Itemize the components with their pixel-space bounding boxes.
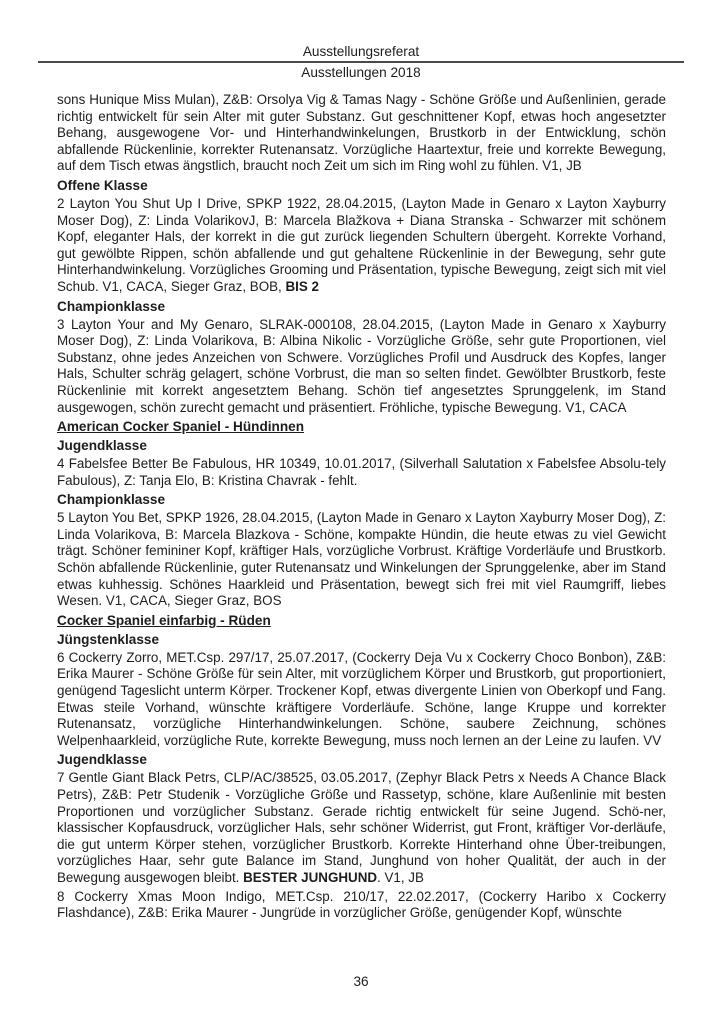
paragraph-text: 4 Fabelsfee Better Be Fabulous, HR 10349, 10.01.2017, (Silverhall Salutation x Fabelsfee Absolu-tely Fabulous), Z: Tanja Elo, B: Kristina Chavrak - fehlt. <box>57 456 666 488</box>
class-heading: Jugendklasse <box>57 752 147 768</box>
paragraph-text: 3 Layton Your and My Genaro, SLRAK-000108, 28.04.2015, (Layton Made in Genaro x Xayburry Moser Dog), Z: Linda Volarikova, B: Albina Nikolic - Vorzügliche Größe, sehr gute Proportionen, viel Substanz, ohne jedes Anzeichen von Schwere. Vorzügliches Profil und Ausdruck des Kopfes, langer Hals, Schulter schräg gelagert, schöne Vorbrust, die man so selten findet. Gewölbter Brustkorb, feste Rückenlinie mit korrekt angesetztem Behang. Schön tief angesetztes Sprunggelenk, im Stand ausgewogen, schön zurecht gemacht und präsentiert. Fröhliche, typische Bewegung. V1, CACA <box>57 316 666 415</box>
entry-paragraph <box>57 196 666 296</box>
paragraph-text: 6 Cockerry Zorro, MET.Csp. 297/17, 25.07.2017, (Cockerry Deja Vu x Cockerry Choco Bonbon), Z&B: Erika Maurer - Schöne Größe für sein Alter, mit vorzüglichem Körper und Brustkorb, gut proportioniert, genügend Tageslicht unterm Körper. Trockener Kopf, etwas divergente Linien von Oberkopf und Fang. Etwas steile Vorhand, wünschte kräftigere Vorderläufe. Schöne, lange Kruppe und korrekter Rutenansatz, vorzügliche Hinterhandwinkelungen. Schöne, saubere Zeichnung, schönes Welpenhaarkleid, vorzügliche Rute, korrekte Bewegung, muss noch lernen an der Leine zu laufen. VV <box>57 649 666 748</box>
header-title: Ausstellungsreferat <box>302 44 420 59</box>
entry-paragraph <box>57 889 666 922</box>
entry-paragraph <box>57 650 666 750</box>
header-subtitle: Ausstellungen 2018 <box>301 65 421 80</box>
breed-heading: American Cocker Spaniel - Hündinnen <box>57 419 305 435</box>
entry-paragraph <box>57 510 666 610</box>
entry-paragraph <box>57 317 666 417</box>
document-body <box>57 92 666 924</box>
paragraph-text: 8 Cockerry Xmas Moon Indigo, MET.Csp. 210/17, 22.02.2017, (Cockerry Haribo x Cockerry Flashdance), Z&B: Erika Maurer - Jungrüde in vorzüglicher Größe, genügender Kopf, wünschte <box>57 888 666 921</box>
class-heading: Jüngstenklasse <box>57 631 159 647</box>
page-footer <box>0 974 722 989</box>
class-heading: Offene Klasse <box>57 177 148 193</box>
class-heading: Championklasse <box>57 298 166 314</box>
paragraph-text: 7 Gentle Giant Black Petrs, CLP/AC/38525, 03.05.2017, (Zephyr Black Petrs x Needs A Chance Black Petrs), Z&B: Petr Studenik - Vorzügliche Größe und Rassetyp, schöne, klare Außenlinie mit besten Proportionen und vorzüglicher Substanz. Gerade richtig entwickelt für seine Jugend. Schö-ner, klassischer Kopfausdruck, vorzüglicher Hals, sehr schöner Widerrist, gut Front, kräftiger Vor-derläufe, die gut unterm Körper stehen, vorzüglicher Brustkorb. Korrekte Hinterhand ohne Über-treibungen, vorzügliches Haar, sehr gute Balance im Stand, Junghund von hoher Qualität, der auch in der Bewegung ausgewogen bleibt. <box>57 770 666 885</box>
class-heading: Championklasse <box>57 492 166 508</box>
paragraph-text: 5 Layton You Bet, SPKP 1926, 28.04.2015, (Layton Made in Genaro x Layton Xayburry Moser Dog), Z: Linda Volarikova, B: Marcela Blazkova - Schöne, kompakte Hündin, die heute etwas zu viel Gewicht trägt. Schöner femininer Kopf, kräftiger Hals, vorzügliche Vorbrust. Kräftige Vorderläufe und Brustkorb. Schön abfallende Rückenlinie, guter Rutenansatz und Winkelungen der Sprunggelenke, aber im Stand etwas kuhhessig. Schönes Haarkleid und Präsentation, bewegt sich frei mit viel Raumgriff, liebes Wesen. V1, CACA, Sieger Graz, BOS <box>57 510 666 609</box>
entry-paragraph <box>57 770 666 886</box>
class-heading: Jugendklasse <box>57 438 147 454</box>
page-number: 36 <box>353 974 369 989</box>
header-rule <box>38 61 684 63</box>
award-bold-text: BESTER JUNGHUND <box>243 869 378 885</box>
paragraph-text: sons Hunique Miss Mulan), Z&B: Orsolya Vig & Tamas Nagy - Schöne Größe und Außenlinien, gerade richtig entwickelt für sein Alter mit guter Substanz. Gut geschnittener Kopf, etwas hoch angesetzter Behang, ausgewogene Vor- und Hinterhandwinkelungen, Brustkorb in der Entwicklung, schön abfallende Rückenlinie, korrekter Rutenansatz. Vorzügliche Haartextur, freie und korrekte Bewegung, auf dem Tisch etwas ängstlich, braucht noch Zeit um sich im Ring wohl zu fühlen. V1, JB <box>57 92 666 174</box>
paragraph-text: . V1, JB <box>377 869 424 885</box>
entry-paragraph <box>57 92 666 175</box>
entry-paragraph <box>57 456 666 489</box>
page-header <box>0 44 722 80</box>
paragraph-text: 2 Layton You Shut Up I Drive, SPKP 1922, 28.04.2015, (Layton Made in Genaro x Layton Xayburry Moser Dog), Z: Linda VolarikovJ, B: Marcela Blažkova + Diana Stranska - Schwarzer mit schönem Kopf, eleganter Hals, der korrekt in die gut zurück liegenden Schultern übergeht. Korrekte Vorhand, gut gewölbte Rippen, schön abfallende und gut gehaltene Rückenlinie in der Bewegung, sehr gute Hinterhandwinkelung. Vorzügliches Grooming und Präsentation, typische Bewegung, zeigt sich mit viel Schub. V1, CACA, Sieger Graz, BOB, <box>57 195 666 294</box>
breed-heading: Cocker Spaniel einfarbig - Rüden <box>57 612 271 628</box>
award-bold-text: BIS 2 <box>285 278 319 294</box>
